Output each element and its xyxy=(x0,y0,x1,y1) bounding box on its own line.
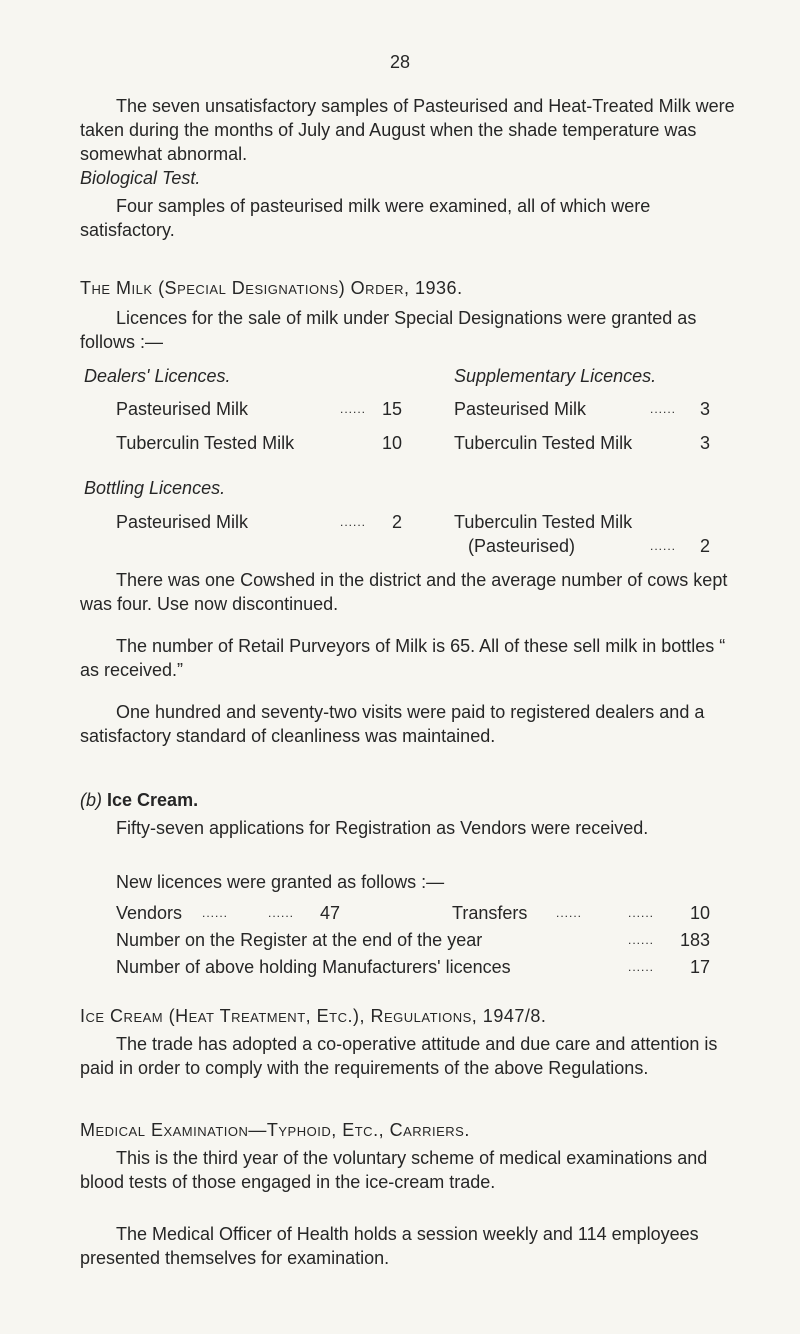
dealers-licences-heading: Dealers' Licences. xyxy=(84,366,231,386)
vendors-value: 47 xyxy=(319,903,340,923)
vendors-label: Vendors xyxy=(116,903,183,923)
ice-cream-heading: Ice Cream. xyxy=(107,790,199,810)
bottling-pasteurised-value: 2 xyxy=(391,512,402,532)
transfers-label: Transfers xyxy=(452,903,528,923)
manufacturers-value: 17 xyxy=(689,957,710,977)
ice-cream-heading-line xyxy=(80,788,740,812)
supp-ttp-label: Tuberculin Tested Milk xyxy=(454,512,633,532)
regulations-heading: Ice Cream (Heat Treatment, Etc.), Regulations, 1947/8. xyxy=(80,1006,547,1026)
dealer-pasteurised-dots: ...... xyxy=(340,402,367,416)
dealer-tt-label: Tuberculin Tested Milk xyxy=(116,433,295,453)
transfers-value: 10 xyxy=(689,903,710,923)
new-licences-intro: New licences were granted as follows :— xyxy=(116,872,445,892)
ice-cream-label: (b) xyxy=(80,790,102,810)
cowshed-paragraph: There was one Cowshed in the district and the average number of cows kept was four. Use now discontinued. xyxy=(80,570,728,614)
supp-pasteurised-dots: ...... xyxy=(650,402,677,416)
biological-test-text: Four samples of pasteurised milk were examined, all of which were satisfactory. xyxy=(80,196,651,240)
supp-ttp-value: 2 xyxy=(699,536,710,556)
regulations-text: The trade has adopted a co-operative attitude and due care and attention is paid in order to comply with the requirements of the above Regulations. xyxy=(80,1034,718,1078)
transfers-dots-1: ...... xyxy=(556,906,583,920)
bottling-licences-heading: Bottling Licences. xyxy=(84,478,226,498)
medical-text-1: This is the third year of the voluntary scheme of medical examinations and blood tests of those engaged in the ice-cream trade. xyxy=(80,1148,708,1192)
medical-text-2: The Medical Officer of Health holds a session weekly and 114 employees presented themselves for examination. xyxy=(80,1224,699,1268)
supp-tt-value: 3 xyxy=(699,433,710,453)
dealer-tt-value: 10 xyxy=(381,433,402,453)
paragraph-unsatisfactory-samples: The seven unsatisfactory samples of Pasteurised and Heat-Treated Milk were taken during the months of July and August when the shade temperature was somewhat abnormal. xyxy=(80,96,735,164)
dealer-pasteurised-value: 15 xyxy=(381,399,402,419)
page-number: 28 xyxy=(389,52,411,72)
transfers-dots-2: ...... xyxy=(628,906,655,920)
medical-heading: Medical Examination—Typhoid, Etc., Carriers. xyxy=(80,1120,470,1140)
ice-cream-applications: Fifty-seven applications for Registration as Vendors were received. xyxy=(116,818,649,838)
supp-tt-label: Tuberculin Tested Milk xyxy=(454,433,633,453)
supp-pasteurised-value: 3 xyxy=(699,399,710,419)
dealer-pasteurised-label: Pasteurised Milk xyxy=(116,399,249,419)
supp-ttp-dots: ...... xyxy=(650,539,677,553)
visits-paragraph: One hundred and seventy-two visits were paid to registered dealers and a satisfactory standard of cleanliness was maintained. xyxy=(80,702,705,746)
vendors-dots-2: ...... xyxy=(268,906,295,920)
bottling-pasteurised-dots: ...... xyxy=(340,515,367,529)
register-dots: ...... xyxy=(628,933,655,947)
milk-order-heading: The Milk (Special Designations) Order, 1936. xyxy=(80,278,463,298)
biological-test-heading: Biological Test. xyxy=(80,168,201,188)
supplementary-licences-heading: Supplementary Licences. xyxy=(454,366,657,386)
manufacturers-dots: ...... xyxy=(628,960,655,974)
register-value: 183 xyxy=(679,930,710,950)
purveyors-paragraph: The number of Retail Purveyors of Milk is 65. All of these sell milk in bottles “ as received.” xyxy=(80,636,726,680)
licences-intro: Licences for the sale of milk under Special Designations were granted as follows :— xyxy=(80,308,697,352)
vendors-dots-1: ...... xyxy=(202,906,229,920)
bottling-pasteurised-label: Pasteurised Milk xyxy=(116,512,249,532)
supp-pasteurised-label: Pasteurised Milk xyxy=(454,399,587,419)
manufacturers-label: Number of above holding Manufacturers' licences xyxy=(116,957,511,977)
supp-ttp-label-2: (Pasteurised) xyxy=(468,536,576,556)
register-label: Number on the Register at the end of the year xyxy=(116,930,483,950)
